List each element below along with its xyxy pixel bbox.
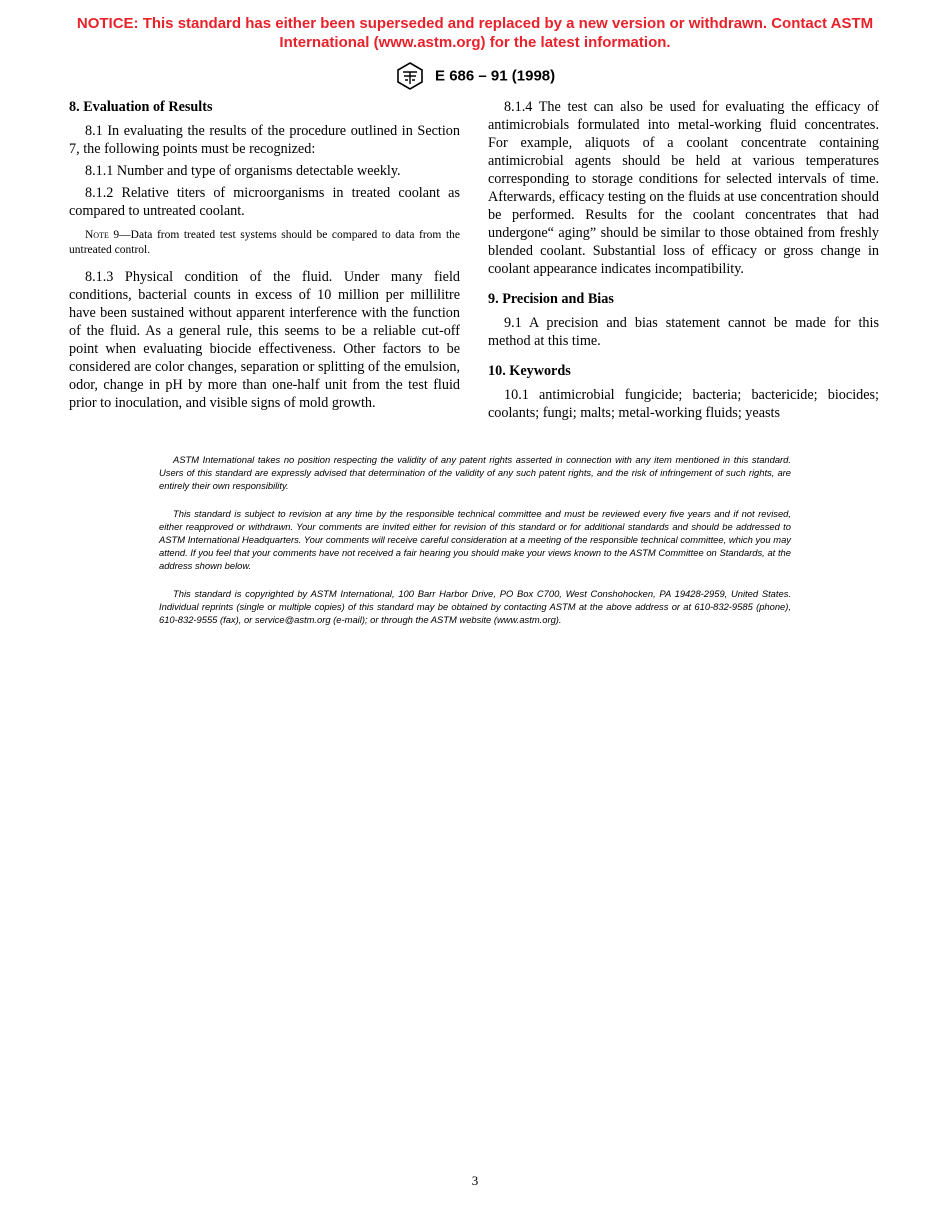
- paragraph-8-1-4: 8.1.4 The test can also be used for evaluating the efficacy of antimicrobials formulated into metal-working fluid concentrates. For example, aliquots of a coolant concentrate containing antimicrobial agents should be held at various temperatures corresponding to storage conditions for selected intervals of time. Afterwards, efficacy testing on the fluids at use concentration should be performed. Results for the coolant concentrates that had undergone“ aging” should be similar to those obtained from freshly blended coolant. Substantial loss of efficacy or gross change in coolant appearance indicates incompatibility.: [488, 99, 879, 277]
- note-9-label: Note: [85, 229, 109, 241]
- section-8-heading: 8. Evaluation of Results: [69, 99, 213, 115]
- paragraph-8-1-2: 8.1.2 Relative titers of microorganisms in treated coolant as compared to untreated coolant.: [69, 185, 460, 219]
- paragraph-8-1-3: 8.1.3 Physical condition of the fluid. Under many field conditions, bacterial counts in excess of 10 million per millilitre have been sustained without apparent interference with the function of the fluid. As a general rule, this seems to be a reliable cut-off point when evaluating biocide effectiveness. Other factors to be considered are color changes, separation or splitting of the emulsion, odor, change in pH by more than one-half unit from the test fluid prior to inoculation, and visible signs of mold growth.: [69, 269, 460, 411]
- note-9-text: 9—Data from treated test systems should be compared to data from the untreated control.: [69, 229, 460, 256]
- page-number: 3: [471, 1173, 479, 1188]
- standard-designation: E 686 – 91 (1998): [435, 67, 556, 85]
- astm-logo-icon: [395, 62, 425, 90]
- footer-revision-notice: This standard is subject to revision at any time by the responsible technical committee and must be reviewed every five years and if not revised, either reapproved or withdrawn. Your comments are invited either for revision of this standard or for additional standards and should be addressed to ASTM International Headquarters. Your comments will receive careful consideration at a meeting of the responsible technical committee, which you may attend. If you feel that your comments have not received a fair hearing you should make your views known to the ASTM Committee on Standards, at the address shown below.: [159, 507, 791, 572]
- section-9-heading: 9. Precision and Bias: [488, 291, 614, 307]
- section-10-heading: 10. Keywords: [488, 363, 571, 379]
- note-9: [69, 228, 460, 258]
- paragraph-10-1: 10.1 antimicrobial fungicide; bacteria; bactericide; biocides; coolants; fungi; malts; metal-working fluids; yeasts: [488, 387, 879, 421]
- left-column: [69, 98, 460, 416]
- paragraph-8-1-1: 8.1.1 Number and type of organisms detectable weekly.: [85, 163, 401, 179]
- document-header: [0, 62, 950, 90]
- withdrawal-notice: [0, 14, 950, 52]
- footer-patent-disclaimer: ASTM International takes no position respecting the validity of any patent rights asserted in connection with any item mentioned in this standard. Users of this standard are expressly advised that determination of the validity of any such patent rights, and the risk of infringement of such rights, are entirely their own responsibility.: [159, 454, 791, 492]
- footer-copyright: This standard is copyrighted by ASTM International, 100 Barr Harbor Drive, PO Box C700, West Conshohocken, PA 19428-2959, United States. Individual reprints (single or multiple copies) of this standard may be obtained by contacting ASTM at the above address or at 610-832-9585 (phone), 610-832-9555 (fax), or service@astm.org (e-mail); or through the ASTM website (www.astm.org).: [159, 587, 791, 626]
- notice-line-1: NOTICE: This standard has either been superseded and replaced by a new version or withdrawn. Contact ASTM: [76, 15, 874, 32]
- legal-footer: [159, 453, 791, 640]
- notice-line-2: International (www.astm.org) for the latest information.: [279, 34, 671, 51]
- paragraph-9-1: 9.1 A precision and bias statement cannot be made for this method at this time.: [488, 315, 879, 349]
- paragraph-8-1: 8.1 In evaluating the results of the procedure outlined in Section 7, the following points must be recognized:: [69, 123, 460, 157]
- right-column: [488, 98, 879, 426]
